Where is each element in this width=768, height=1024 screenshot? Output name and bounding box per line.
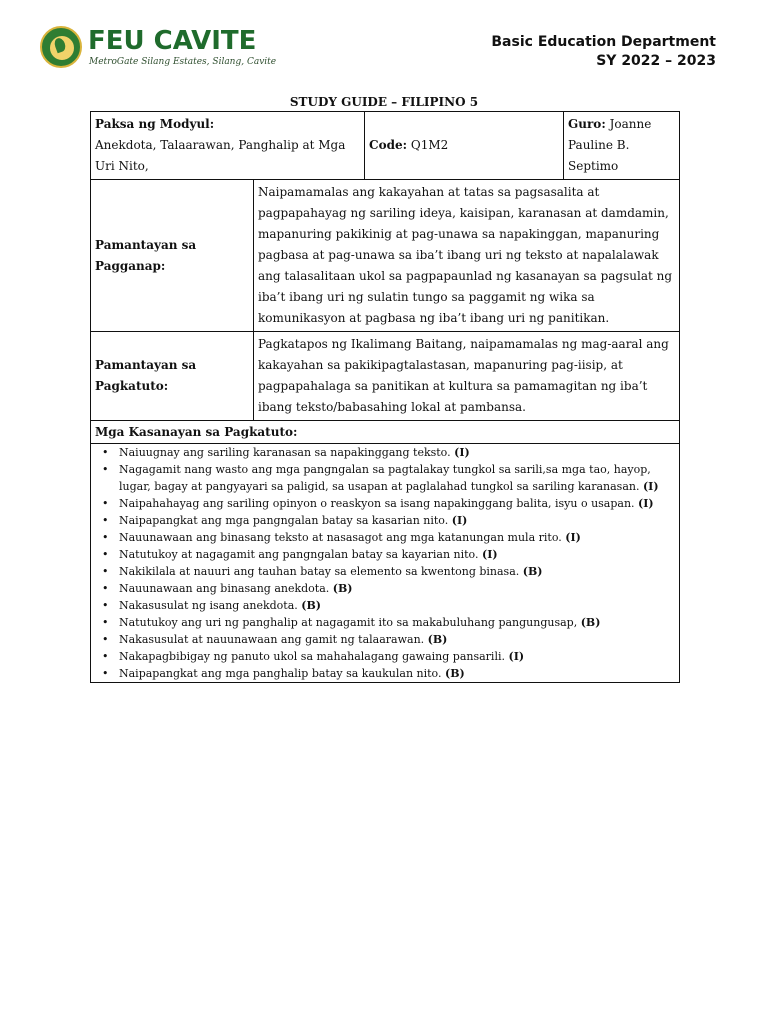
competencies-label: Mga Kasanayan sa Pagkatuto: <box>91 421 680 444</box>
topic-cell <box>91 112 365 180</box>
competencies-list <box>97 444 675 682</box>
competency-item <box>119 648 675 665</box>
competency-text: Naipapangkat ang mga panghalip batay sa kaukulan nito. <box>119 667 442 680</box>
competency-text: Naiuugnay ang sariling karanasan sa napakinggang teksto. <box>119 446 451 459</box>
competency-tag: (B) <box>427 633 448 646</box>
feu-seal-logo-icon <box>40 26 82 68</box>
competency-tag: (B) <box>301 599 322 612</box>
competency-tag: (I) <box>565 531 581 544</box>
performance-text: Naipamamalas ang kakayahan at tatas sa pagsasalita at pagpapahayag ng sariling ideya, kaisipan, karanasan at damdamin, mapanuring pakikinig at pag-unawa sa napakinggan, mapanuring pagbasa at pag-unawa sa iba’t ibang uri ng teksto at napalalawak ang talasalitaan ukol sa pagpapaunlad ng kasanayan sa pagsulat ng iba’t ibang uri ng sulatin tungo sa paggamit ng wika sa komunikasyon at pagbasa ng iba’t ibang uri ng panitikan. <box>254 180 680 332</box>
teacher-value: Joanne Pauline B. Septimo <box>568 117 652 173</box>
competency-tag: (I) <box>508 650 525 663</box>
competency-item <box>119 546 675 563</box>
teacher-label: Guro: <box>568 117 606 131</box>
study-guide-table <box>90 111 680 683</box>
code-value: Q1M2 <box>410 138 449 152</box>
competency-item <box>119 614 675 631</box>
competency-text: Nauunawaan ang binasang teksto at nasasagot ang mga katanungan mula rito. <box>119 531 562 544</box>
competency-tag: (I) <box>481 548 498 561</box>
competency-text: Naipapangkat ang mga pangngalan batay sa kasarian nito. <box>119 514 449 527</box>
competency-item <box>119 580 675 597</box>
competency-item <box>119 665 675 682</box>
competency-item <box>119 529 675 546</box>
competency-tag: (B) <box>580 616 601 629</box>
content-standard-row <box>91 332 680 421</box>
competency-item <box>119 512 675 529</box>
module-row <box>91 112 680 180</box>
competency-text: Nauunawaan ang binasang anekdota. <box>119 582 330 595</box>
competencies-header-row <box>91 421 680 444</box>
brand-address: MetroGate Silang Estates, Silang, Cavite <box>89 57 277 67</box>
competency-item <box>119 461 675 495</box>
competency-tag: (B) <box>522 565 543 578</box>
competency-text: Natutukoy at nagagamit ang pangngalan batay sa kayarian nito. <box>119 548 479 561</box>
content-text: Pagkatapos ng Ikalimang Baitang, naipamamalas ng mag-aaral ang kakayahan sa pakikipagtalastasan, mapanuring pag-iisip, at pagpapahalaga sa panitikan at kultura sa pamamagitan ng iba’t ibang teksto/babasahing lokal at pambansa. <box>254 332 680 421</box>
competency-text: Nakasusulat at nauunawaan ang gamit ng talaarawan. <box>119 633 425 646</box>
topic-label: Paksa ng Modyul: <box>95 117 215 131</box>
code-label: Code: <box>369 138 408 152</box>
competency-text: Nakikilala at nauuri ang tauhan batay sa elemento sa kwentong binasa. <box>119 565 520 578</box>
school-year: SY 2022 – 2023 <box>596 53 716 69</box>
code-cell <box>365 112 564 180</box>
competency-item <box>119 597 675 614</box>
competency-tag: (B) <box>332 582 353 595</box>
department-name: Basic Education Department <box>491 34 716 50</box>
competency-tag: (I) <box>638 497 654 510</box>
competency-text: Natutukoy ang uri ng panghalip at nagagamit ito sa makabuluhang pangungusap, <box>119 616 578 629</box>
topic-value: Anekdota, Talaarawan, Panghalip at Mga Uri Nito, <box>95 138 346 173</box>
content-label: Pamantayan sa Pagkatuto: <box>91 332 254 421</box>
competencies-list-cell <box>91 444 680 683</box>
performance-standard-row <box>91 180 680 332</box>
page-header <box>0 0 768 90</box>
competency-text: Naipahahayag ang sariling opinyon o reaskyon sa isang napakinggang balita, isyu o usapan. <box>119 497 635 510</box>
department-block <box>491 33 716 71</box>
competency-item <box>119 631 675 648</box>
competency-text: Nagagamit nang wasto ang mga pangngalan sa pagtalakay tungkol sa sarili,sa mga tao, hayop, lugar, bagay at pangyayari sa paligid, sa usapan at paglalahad tungkol sa sariling karanasan. <box>119 463 651 493</box>
competency-text: Nakasusulat ng isang anekdota. <box>119 599 298 612</box>
competency-item <box>119 495 675 512</box>
performance-label: Pamantayan sa Pagganap: <box>91 180 254 332</box>
competency-tag: (I) <box>454 446 470 459</box>
document-title: STUDY GUIDE – FILIPINO 5 <box>289 95 479 109</box>
teacher-cell <box>564 112 680 180</box>
competency-tag: (B) <box>444 667 465 680</box>
competency-item <box>119 563 675 580</box>
competency-text: Nakapagbibigay ng panuto ukol sa mahahalagang gawaing pansarili. <box>119 650 505 663</box>
competency-tag: (I) <box>451 514 468 527</box>
competencies-list-row <box>91 444 680 683</box>
competency-item <box>119 444 675 461</box>
brand-name: FEU CAVITE <box>88 26 257 56</box>
competency-tag: (I) <box>642 480 659 493</box>
